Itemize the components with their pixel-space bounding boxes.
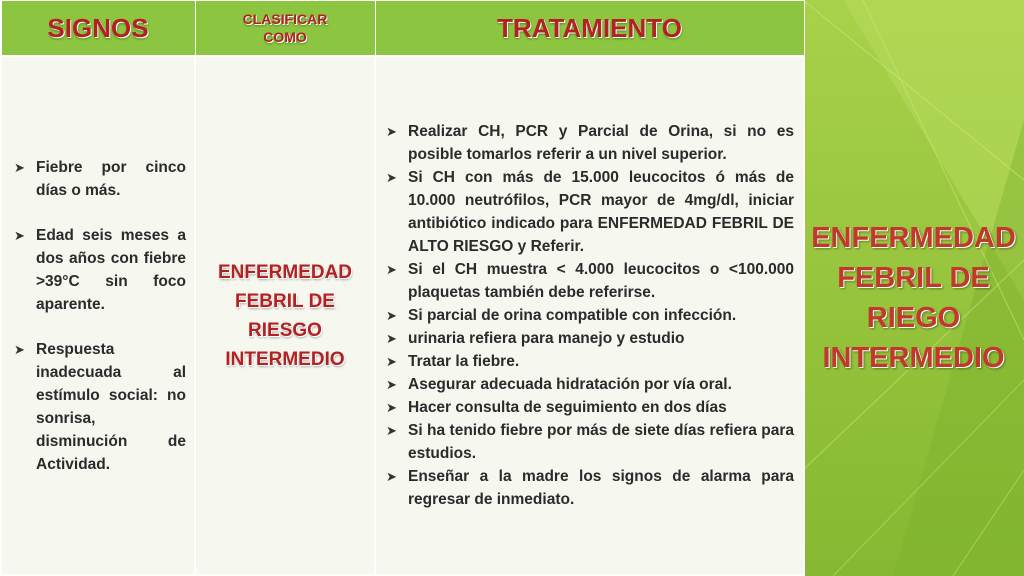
list-item (386, 327, 794, 350)
side-title-line: ENFERMEDAD (811, 222, 1016, 254)
classification-line: FEBRIL DE (235, 290, 335, 312)
side-title-line: INTERMEDIO (822, 342, 1005, 374)
list-item-text: urinaria refiera para manejo y estudio (408, 330, 685, 347)
list-item-text: Enseñar a la madre los signos de alarma para regresar de inmediato. (408, 468, 794, 508)
list-item (386, 258, 794, 304)
list-item (386, 465, 794, 511)
side-title-line: FEBRIL DE (837, 262, 990, 294)
header-clasificar (195, 1, 375, 57)
classification-line: RIESGO (248, 319, 322, 341)
list-item (386, 350, 794, 373)
header-clasificar-line: CLASIFICAR (242, 11, 328, 27)
classification-line: INTERMEDIO (225, 348, 345, 370)
arrow-bullet-icon: ➤ (386, 308, 397, 323)
table-header-row (1, 1, 804, 57)
arrow-bullet-icon: ➤ (386, 124, 397, 139)
list-item-text: Si el CH muestra < 4.000 leucocitos o <100.000 plaquetas también debe referirse. (408, 261, 794, 301)
list-item-text: Si CH con más de 15.000 leucocitos ó más de 10.000 neutrófilos, PCR mayor de 4mg/dl, iniciar antibiótico indicado para ENFERMEDAD FEBRIL DE ALTO RIESGO y Referir. (408, 169, 794, 255)
signos-list (2, 156, 194, 476)
list-item-text: Hacer consulta de seguimiento en dos días (408, 399, 727, 416)
arrow-bullet-icon: ➤ (386, 469, 397, 484)
table-body-row (1, 56, 804, 575)
list-item (386, 120, 794, 166)
header-tratamiento: TRATAMIENTO (375, 1, 804, 57)
classification-line: ENFERMEDAD (217, 261, 353, 283)
classification-text (196, 258, 374, 374)
arrow-bullet-icon: ➤ (386, 262, 397, 277)
header-signos: SIGNOS (1, 1, 195, 57)
arrow-bullet-icon: ➤ (386, 354, 397, 369)
list-item-text: Edad seis meses a dos años con fiebre >39°C sin foco aparente. (36, 226, 186, 313)
arrow-bullet-icon: ➤ (386, 170, 397, 185)
list-item (14, 338, 186, 476)
arrow-bullet-icon: ➤ (386, 377, 397, 392)
classification-cell (195, 56, 375, 575)
list-item-text: Fiebre por cinco días o más. (36, 158, 186, 199)
arrow-bullet-icon: ➤ (14, 341, 25, 357)
treatment-cell (375, 56, 804, 575)
list-item-text: Respuesta inadecuada al estímulo social: no sonrisa, disminución de Actividad. (36, 340, 186, 473)
header-clasificar-line: COMO (263, 29, 307, 45)
list-item-text: Tratar la fiebre. (408, 353, 520, 370)
list-item-text: Si parcial de orina compatible con infección. (408, 307, 737, 324)
arrow-bullet-icon: ➤ (386, 400, 397, 415)
list-item-text: Si ha tenido fiebre por más de siete días refiera para estudios. (408, 422, 794, 462)
list-item (386, 419, 794, 465)
side-title-line: RIEGO (866, 302, 961, 334)
arrow-bullet-icon: ➤ (386, 423, 397, 438)
list-item (14, 156, 186, 202)
signos-cell (1, 56, 195, 575)
list-item-text: Realizar CH, PCR y Parcial de Orina, si no es posible tomarlos referir a un nivel superior. (408, 123, 794, 163)
list-item-text: Asegurar adecuada hidratación por vía oral. (408, 376, 732, 393)
treatment-list (376, 120, 803, 511)
side-classification-title (803, 218, 1024, 378)
list-item (386, 166, 794, 258)
arrow-bullet-icon: ➤ (14, 159, 25, 175)
list-item (14, 224, 186, 316)
arrow-bullet-icon: ➤ (14, 227, 25, 243)
list-item (386, 304, 794, 327)
list-item (386, 373, 794, 396)
arrow-bullet-icon: ➤ (386, 331, 397, 346)
list-item (386, 396, 794, 419)
